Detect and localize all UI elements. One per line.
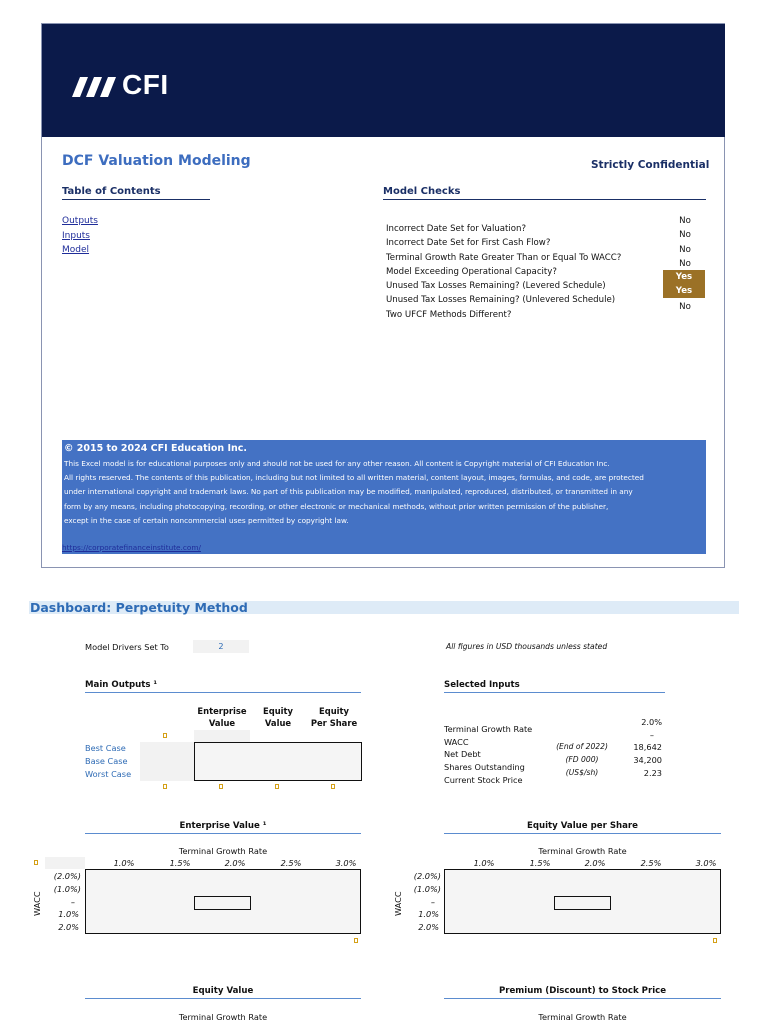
marker-icon — [163, 784, 167, 789]
case-base: Base Case — [85, 756, 128, 766]
copyright-body — [64, 457, 706, 528]
check-value: No — [679, 258, 691, 269]
check-row — [386, 230, 706, 249]
toc-link-inputs[interactable]: Inputs — [62, 230, 90, 241]
input-label: Current Stock Price — [444, 774, 523, 785]
logo-text: CFI — [122, 69, 169, 100]
marker-icon — [34, 860, 38, 865]
copyright-line: under international copyright and trademark laws. No part of this publication may be modified, manipulated, reproduced, distributed, or transmitted in any — [64, 487, 633, 497]
sensitivity-title-eps: Equity Value per Share — [444, 821, 721, 834]
base-case-cell — [194, 896, 251, 910]
toc-link-model[interactable]: Model — [62, 245, 90, 255]
check-row — [386, 244, 706, 263]
sensitivity-title-equity-value: Equity Value — [85, 986, 361, 999]
check-value-flag: Yes — [663, 284, 705, 298]
input-value: – — [649, 729, 654, 740]
main-outputs-table — [194, 742, 362, 781]
check-value: No — [679, 230, 691, 241]
marker-icon — [354, 938, 358, 943]
copyright-heading: © 2015 to 2024 CFI Education Inc. — [64, 443, 248, 454]
copyright-line: form by any means, including photocopying, recording, or other electronic or mechanical methods, without prior written permission of the publisher, — [64, 501, 609, 511]
row-tick: – — [70, 897, 75, 907]
check-row — [386, 272, 706, 292]
units-note: All figures in USD thousands unless stated — [446, 642, 608, 651]
col-tick: 2.5% — [280, 858, 302, 868]
case-best: Best Case — [85, 743, 126, 753]
check-label: Two UFCF Methods Different? — [386, 309, 512, 320]
copyright-line: This Excel model is for educational purposes only and should not be used for any other reason. All content is Copyright material of CFI Education Inc. — [64, 459, 610, 468]
check-label: Incorrect Date Set for First Cash Flow? — [386, 238, 551, 249]
check-row — [386, 301, 706, 320]
marker-icon — [713, 938, 717, 943]
input-label: Terminal Growth Rate — [444, 724, 533, 734]
col-tick: 1.5% — [529, 858, 551, 868]
col-header-equity-value: Equity Value — [262, 706, 293, 728]
grey-cell — [194, 730, 250, 742]
copyright-notice — [62, 440, 706, 554]
marker-icon — [163, 733, 167, 738]
base-case-cell — [554, 896, 611, 910]
sensitivity-title-premium: Premium (Discount) to Stock Price — [444, 986, 721, 999]
col-tick: 2.0% — [584, 858, 606, 868]
col-tick: 3.0% — [335, 858, 357, 868]
case-worst: Worst Case — [85, 769, 132, 779]
row-tick: 2.0% — [58, 922, 79, 932]
row-tick: (1.0%) — [413, 884, 441, 894]
copyright-line: All rights reserved. The contents of this publication, including but not limited to all written material, content layout, images, formulas, and code, are protected — [64, 473, 644, 483]
check-label: Incorrect Date Set for Valuation? — [386, 224, 527, 234]
cfi-logo — [66, 67, 186, 103]
grey-cell — [140, 742, 194, 781]
confidential-label: Strictly Confidential — [591, 159, 710, 171]
col-tick: 2.5% — [640, 858, 662, 868]
input-label: Net Debt — [444, 749, 481, 760]
input-label: Shares Outstanding — [444, 762, 525, 773]
input-label: WACC — [444, 736, 469, 747]
input-note: (End of 2022) — [556, 742, 608, 752]
page-title: DCF Valuation Modeling — [62, 153, 251, 169]
selected-inputs-list — [444, 717, 662, 785]
col-header-enterprise-value: Enterprise Value — [197, 706, 247, 728]
marker-icon — [275, 784, 279, 789]
sensitivity-title-ev: Enterprise Value ¹ — [85, 821, 361, 834]
row-tick: (2.0%) — [53, 871, 81, 881]
drivers-input[interactable]: 2 — [193, 640, 249, 653]
copyright-line: except in the case of certain noncommercial uses permitted by copyright law. — [64, 515, 349, 525]
check-value: No — [679, 301, 691, 312]
check-row — [386, 216, 706, 234]
dashboard-title: Dashboard: Perpetuity Method — [30, 600, 248, 615]
col-tick: 1.0% — [473, 858, 495, 868]
col-tick: 1.0% — [113, 858, 135, 868]
col-header-equity-per-share: Equity Per Share — [310, 706, 358, 728]
model-checks-list — [386, 216, 706, 320]
row-tick: 1.0% — [58, 909, 79, 919]
input-row — [444, 717, 662, 734]
input-value: 2.23 — [643, 767, 662, 778]
grey-cell — [45, 857, 85, 869]
check-label: Unused Tax Losses Remaining? (Levered Schedule) — [386, 281, 606, 292]
check-value: No — [679, 244, 691, 255]
selected-inputs-heading: Selected Inputs — [444, 680, 665, 693]
marker-icon — [331, 784, 335, 789]
col-axis-label: Terminal Growth Rate — [178, 846, 268, 856]
marker-icon — [219, 784, 223, 789]
model-checks-heading: Model Checks — [383, 186, 706, 200]
input-note: (FD 000) — [565, 755, 599, 765]
main-outputs-heading: Main Outputs ¹ — [85, 680, 361, 693]
check-value: No — [679, 216, 691, 226]
row-tick: – — [430, 897, 435, 907]
input-value: 2.0% — [641, 717, 662, 727]
col-tick: 1.5% — [169, 858, 191, 868]
row-axis-label: WACC — [32, 891, 42, 916]
input-value: 34,200 — [633, 755, 662, 766]
website-link[interactable]: https://corporatefinanceinstitute.com/ — [62, 543, 201, 552]
input-value: 18,642 — [633, 742, 662, 753]
col-tick: 3.0% — [695, 858, 717, 868]
check-value-flag: Yes — [663, 270, 705, 284]
check-label: Unused Tax Losses Remaining? (Unlevered Schedule) — [386, 295, 616, 306]
drivers-label: Model Drivers Set To — [85, 642, 169, 652]
row-axis-label: WACC — [393, 891, 403, 916]
check-label: Model Exceeding Operational Capacity? — [386, 266, 557, 277]
check-row — [386, 258, 706, 277]
toc-list — [62, 216, 98, 260]
check-label: Terminal Growth Rate Greater Than or Equal To WACC? — [386, 252, 622, 263]
col-axis-label: Terminal Growth Rate — [538, 1012, 627, 1022]
input-note: (US$/sh) — [565, 767, 599, 777]
row-tick: 1.0% — [418, 909, 439, 919]
col-axis-label: Terminal Growth Rate — [178, 1012, 268, 1022]
toc-heading: Table of Contents — [62, 186, 210, 200]
row-tick: (1.0%) — [53, 884, 81, 894]
row-tick: (2.0%) — [413, 871, 441, 881]
col-axis-label: Terminal Growth Rate — [538, 846, 627, 856]
row-tick: 2.0% — [418, 922, 439, 932]
col-tick: 2.0% — [224, 858, 246, 868]
toc-link-outputs[interactable]: Outputs — [62, 216, 98, 226]
